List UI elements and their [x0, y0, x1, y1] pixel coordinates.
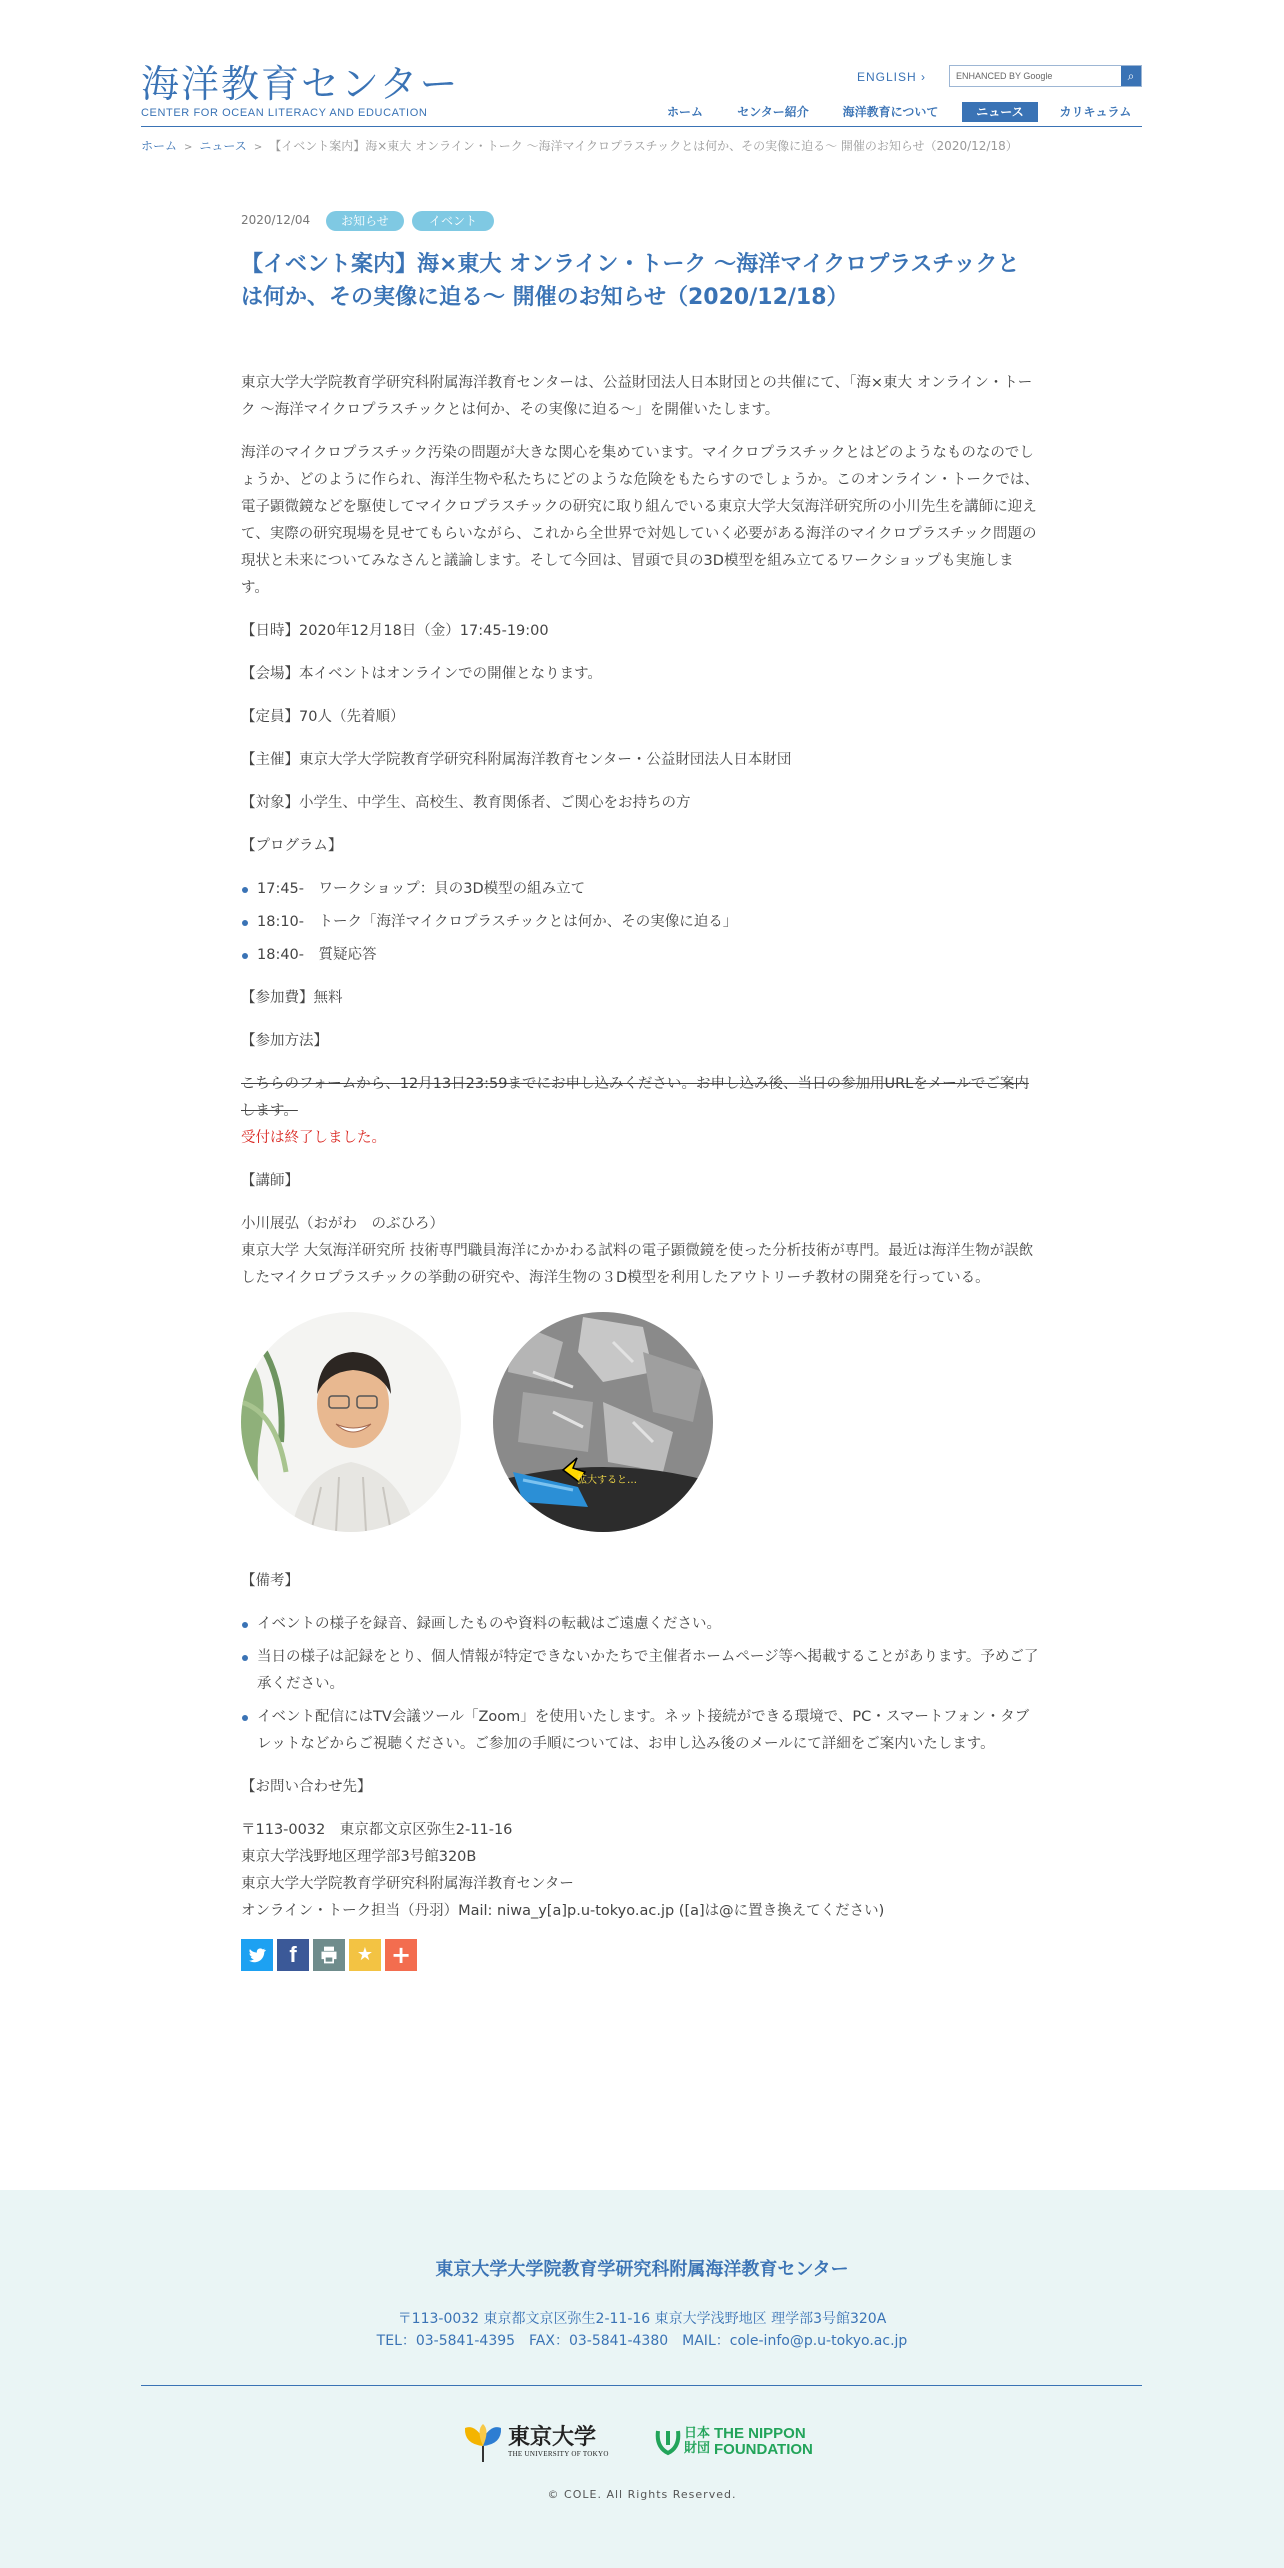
- tag-news[interactable]: お知らせ: [326, 211, 404, 231]
- list-item: 当日の様子は記録をとり、個人情報が特定できないかたちで主催者ホームページ等へ掲載することがあります。予めご了承ください。: [241, 1644, 1041, 1698]
- logo-subtitle: CENTER FOR OCEAN LITERACY AND EDUCATION: [141, 107, 428, 119]
- twitter-icon: [247, 1945, 267, 1965]
- contact-line: 東京大学浅野地区理学部3号館320B: [241, 1849, 477, 1865]
- breadcrumb-home[interactable]: ホーム: [141, 139, 178, 153]
- search-icon: ⌕: [1127, 69, 1135, 83]
- utokyo-name-en: THE UNIVERSITY OF TOKYO: [508, 2450, 609, 2458]
- facebook-share-button[interactable]: [277, 1939, 309, 1971]
- tag-event[interactable]: イベント: [412, 211, 494, 231]
- registration-closed-notice: 受付は終了しました。: [241, 1130, 386, 1146]
- search-input[interactable]: [950, 66, 1121, 86]
- nav-about[interactable]: センター紹介: [737, 105, 809, 119]
- contact-line: 〒113-0032 東京都文京区弥生2-11-16: [241, 1822, 513, 1838]
- notes-list: [241, 1611, 1041, 1758]
- list-item: 18:40- 質疑応答: [241, 942, 1041, 969]
- nippon-foundation-ja: [684, 2426, 710, 2456]
- utokyo-name-ja: 東京大学: [508, 2424, 597, 2450]
- notes-heading: 【備考】: [241, 1573, 299, 1589]
- contact-line: 東京大学大学院教育学研究科附属海洋教育センター: [241, 1876, 574, 1892]
- event-organizer: 【主催】東京大学大学院教育学研究科附属海洋教育センター・公益財団法人日本財団: [241, 752, 792, 768]
- lecturer-bio: 東京大学 大気海洋研究所 技術専門職員海洋にかかわる試料の電子顕微鏡を使った分析技術が専門。最近は海洋生物が誤飲したマイクロプラスチックの挙動の研究や、海洋生物の３D模型を利用したアウトリーチ教材の開発を行っている。: [241, 1243, 1034, 1286]
- intro-paragraph: 東京大学大学院教育学研究科附属海洋教育センターは、公益財団法人日本財団との共催にて、「海×東大 オンライン・トーク ～海洋マイクロプラスチックとは何か、その実像に迫る～」を開催いたします。: [241, 375, 1033, 418]
- event-audience: 【対象】小学生、中学生、高校生、教育関係者、ご関心をお持ちの方: [241, 795, 691, 811]
- article-meta: [241, 210, 1041, 234]
- twitter-share-button[interactable]: [241, 1939, 273, 1971]
- page-title: 【イベント案内】海×東大 オンライン・トーク ～海洋マイクロプラスチックとは何か、その実像に迫る～ 開催のお知らせ（2020/12/18）: [241, 252, 1020, 310]
- breadcrumb-news[interactable]: ニュース: [199, 139, 247, 153]
- breadcrumb-separator: >: [253, 142, 263, 153]
- event-datetime: 【日時】2020年12月18日（金）17:45-19:00: [241, 623, 549, 639]
- share-buttons: [241, 1939, 1041, 1971]
- contact-line: オンライン・トーク担当（丹羽）Mail: niwa_y[a]p.u-tokyo.ac.jp ([a]は@に置き換えてください): [241, 1903, 885, 1919]
- nippon-foundation-mark-icon: [654, 2427, 682, 2457]
- breadcrumb-current: 【イベント案内】海×東大 オンライン・トーク ～海洋マイクロプラスチックとは何か、その実像に迫る～ 開催のお知らせ（2020/12/18）: [269, 139, 1018, 153]
- more-share-button[interactable]: [385, 1939, 417, 1971]
- photo-caption: 拡大すると…: [577, 1475, 637, 1486]
- program-heading: 【プログラム】: [241, 838, 343, 854]
- nav-curriculum[interactable]: カリキュラム: [1059, 105, 1132, 119]
- breadcrumb: [141, 137, 1018, 154]
- english-label: ENGLISH: [857, 70, 917, 84]
- description-paragraph: 海洋のマイクロプラスチック汚染の問題が大きな関心を集めています。マイクロプラスチックとはどのようなものなのでしょうか、どのように作られ、海洋生物や私たちにどのような危険をもたらすのでしょうか。このオンライン・トークでは、電子顕微鏡などを駆使してマイクロプラスチックの研究に取り組んでいる東京大学大気海洋研究所の小川先生を講師に迎えて、実際の研究現場を見せてもらいながら、これから全世界で対処していく必要がある海洋のマイクロプラスチック問題の現状と未来についてみなさんと議論します。そして今回は、冒頭で貝の3D模型を組み立てるワークショップも実施します。: [241, 445, 1039, 596]
- nippon-foundation-en-line2: FOUNDATION: [714, 2441, 813, 2458]
- print-button[interactable]: [313, 1939, 345, 1971]
- main-nav: [141, 102, 1142, 124]
- article: [241, 210, 1041, 1971]
- nippon-foundation-ja-line1: 日本: [684, 2426, 711, 2441]
- utokyo-logo[interactable]: [462, 2420, 622, 2466]
- footer-divider: [141, 2385, 1142, 2386]
- bookmark-star-icon: ★: [356, 1944, 374, 1965]
- program-list: [241, 876, 1041, 969]
- plus-icon: +: [390, 1941, 412, 1969]
- print-icon: [319, 1945, 339, 1965]
- microscope-photo: [493, 1312, 713, 1532]
- facebook-icon: f: [289, 1942, 297, 1967]
- bookmark-button[interactable]: [349, 1939, 381, 1971]
- logo-title: 海洋教育センター: [141, 62, 460, 106]
- nippon-foundation-ja-line2: 財団: [684, 2441, 711, 2456]
- nav-ocean-education[interactable]: 海洋教育について: [842, 105, 939, 119]
- search-button[interactable]: [1121, 66, 1141, 86]
- english-link[interactable]: [857, 70, 926, 84]
- footer-contact: TEL：03-5841-4395 FAX：03-5841-4380 MAIL：cole-info@p.u-tokyo.ac.jp: [376, 2333, 908, 2349]
- nippon-foundation-en-line1: THE NIPPON: [714, 2425, 806, 2442]
- nippon-foundation-en: [714, 2426, 813, 2458]
- event-venue: 【会場】本イベントはオンラインでの開催となります。: [241, 666, 602, 682]
- footer-address: 〒113-0032 東京都文京区弥生2-11-16 東京大学浅野地区 理学部3号館320A: [397, 2311, 887, 2327]
- site-footer: [0, 2190, 1284, 2568]
- header-divider: [141, 126, 1142, 127]
- lecturer-portrait: [241, 1312, 461, 1532]
- site-header: [141, 64, 1142, 126]
- breadcrumb-separator: >: [184, 142, 193, 153]
- nippon-foundation-logo[interactable]: [654, 2424, 824, 2460]
- list-item: 18:10- トーク「海洋マイクロプラスチックとは何か、その実像に迫る」: [241, 909, 1041, 936]
- site-search: [949, 65, 1142, 87]
- nav-home[interactable]: ホーム: [666, 105, 703, 119]
- lecturer-photos: [241, 1312, 1041, 1532]
- footer-org-name: 東京大学大学院教育学研究科附属海洋教育センター: [435, 2259, 849, 2280]
- ginkgo-icon: [462, 2422, 504, 2464]
- chevron-right-icon: ›: [921, 70, 927, 84]
- article-date: 2020/12/04: [241, 213, 311, 227]
- lecturer-heading: 【講師】: [241, 1173, 299, 1189]
- list-item: イベントの様子を録音、録画したものや資料の転載はご遠慮ください。: [241, 1611, 1041, 1638]
- nav-news[interactable]: ニュース: [962, 102, 1038, 122]
- footer-address-block: [0, 2308, 1284, 2352]
- lecturer-name: 小川展弘（おがわ のぶひろ）: [241, 1216, 444, 1232]
- method-heading: 【参加方法】: [241, 1033, 328, 1049]
- list-item: 17:45- ワークショップ：貝の3D模型の組み立て: [241, 876, 1041, 903]
- registration-instructions: こちらのフォームから、12月13日23:59までにお申し込みください。お申し込み後、当日の参加用URLをメールでご案内します。: [241, 1076, 1029, 1119]
- contact-heading: 【お問い合わせ先】: [241, 1779, 372, 1795]
- event-fee: 【参加費】無料: [241, 990, 343, 1006]
- list-item: イベント配信にはTV会議ツール「Zoom」を使用いたします。ネット接続ができる環境で、PC・スマートフォン・タブレットなどからご視聴ください。ご参加の手順については、お申し込み後のメールにて詳細をご案内いたします。: [241, 1704, 1041, 1758]
- copyright: © COLE. All Rights Reserved.: [547, 2488, 737, 2501]
- event-capacity: 【定員】70人（先着順）: [241, 709, 405, 725]
- footer-logos: [0, 2420, 1284, 2466]
